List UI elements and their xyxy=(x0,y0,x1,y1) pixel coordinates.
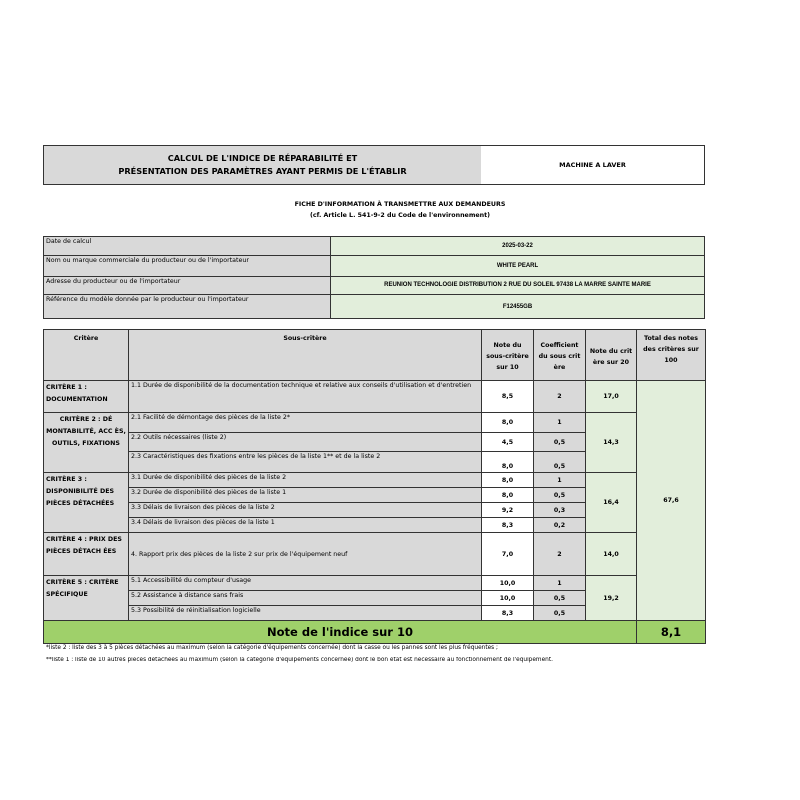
sub-criterion-coef: 0,5 xyxy=(534,591,586,606)
sub-criterion-coef: 0,5 xyxy=(534,452,586,473)
table-row xyxy=(44,381,706,413)
sub-criterion-label: 2.1 Facilité de démontage des pièces de la liste 2* xyxy=(129,413,482,433)
header-note-critere: Note du crit ère sur 20 xyxy=(586,330,637,381)
criterion-2-name: CRITÈRE 2 : DÉ MONTABILITÉ, ACC ÈS, OUTILS, FIXATIONS xyxy=(44,413,129,473)
subtitle-line-1: FICHE D'INFORMATION À TRANSMETTRE AUX DEMANDEURS xyxy=(294,201,506,208)
header-coef: Coefficient du sous crit ère xyxy=(534,330,586,381)
info-value: F12455GB xyxy=(331,295,705,319)
sub-criterion-label: 3.4 Délais de livraison des pièces de la liste 1 xyxy=(129,518,482,533)
sub-criterion-coef: 1 xyxy=(534,576,586,591)
product-type-label: MACHINE A LAVER xyxy=(559,161,626,169)
final-score-label: Note de l'indice sur 10 xyxy=(44,621,637,644)
title-line-2: PRÉSENTATION DES PARAMÈTRES AYANT PERMIS DE L'ÉTABLIR xyxy=(118,166,407,176)
total-score: 67,6 xyxy=(637,381,706,621)
sub-criterion-note: 8,0 xyxy=(482,473,534,488)
info-value: WHITE PEARL xyxy=(331,255,705,276)
sub-criterion-label: 2.3 Caractéristiques des fixations entre les pièces de la liste 1** et de la liste 2 xyxy=(129,452,482,473)
criterion-2-score: 14,3 xyxy=(586,413,637,473)
sub-criterion-label: 5.1 Accessibilité du compteur d'usage xyxy=(129,576,482,591)
sub-criterion-note: 8,0 xyxy=(482,488,534,503)
criterion-3-score: 16,4 xyxy=(586,473,637,533)
header-note: Note du sous-critère sur 10 xyxy=(482,330,534,381)
title-line-1: CALCUL DE L'INDICE DE RÉPARABILITÉ ET xyxy=(167,153,358,163)
info-label: Référence du modèle donnée par le producteur ou l'importateur xyxy=(44,295,331,319)
info-row-address xyxy=(44,276,705,295)
table-header-row xyxy=(44,330,706,381)
document-title xyxy=(43,145,482,185)
info-row-brand xyxy=(44,255,705,276)
info-value: REUNION TECHNOLOGIE DISTRIBUTION 2 RUE DU SOLEIL 97438 LA MARRE SAINTE MARIE xyxy=(331,276,705,295)
info-row-model xyxy=(44,295,705,319)
sub-criterion-note: 8,3 xyxy=(482,606,534,621)
sub-criterion-note: 9,2 xyxy=(482,503,534,518)
sub-criterion-note: 10,0 xyxy=(482,576,534,591)
sub-criterion-note: 8,0 xyxy=(482,452,534,473)
subtitle-line-2-text: (cf. Article L. 541-9-2 du Code de l'environnement) xyxy=(309,212,491,219)
criterion-4-score: 14,0 xyxy=(586,533,637,576)
sub-criterion-label: 3.2 Durée de disponibilité des pièces de la liste 1 xyxy=(129,488,482,503)
sub-criterion-label: 3.3 Délais de livraison des pièces de la liste 2 xyxy=(129,503,482,518)
info-table xyxy=(43,236,705,319)
info-label: Adresse du producteur ou de l'importateur xyxy=(44,276,331,295)
sub-criterion-coef: 1 xyxy=(534,413,586,433)
info-label: Date de calcul xyxy=(44,237,331,256)
info-value: 2025-03-22 xyxy=(331,237,705,256)
footnote-liste-2: *liste 2 : liste des 3 à 5 pièces détachées au maximum (selon la catégorie d'équipements concernée) dont la casse ou les pannes sont les plus fréquentes ; xyxy=(46,645,498,651)
sub-criterion-note: 4,5 xyxy=(482,433,534,452)
product-type xyxy=(481,145,705,185)
final-score-value: 8,1 xyxy=(637,621,706,644)
subtitle-line-2 xyxy=(0,212,800,219)
criterion-1-score: 17,0 xyxy=(586,381,637,413)
criterion-5-name: CRITÈRE 5 : CRITÈRE SPÉCIFIQUE xyxy=(44,576,129,621)
header-total: Total des notes des critères sur 100 xyxy=(637,330,706,381)
sub-criterion-coef: 2 xyxy=(534,381,586,413)
table-row xyxy=(44,533,706,576)
table-row xyxy=(44,576,706,591)
sub-criterion-coef: 0,2 xyxy=(534,518,586,533)
sub-criterion-label: 3.1 Durée de disponibilité des pièces de la liste 2 xyxy=(129,473,482,488)
sub-criterion-note: 8,5 xyxy=(482,381,534,413)
sub-criterion-label: 5.2 Assistance à distance sans frais xyxy=(129,591,482,606)
criterion-1-name: CRITÈRE 1 : DOCUMENTATION xyxy=(44,381,129,413)
sub-criterion-coef: 2 xyxy=(534,533,586,576)
table-row xyxy=(44,473,706,488)
sub-criterion-coef: 0,5 xyxy=(534,488,586,503)
final-score-row xyxy=(44,621,706,644)
sub-criterion-coef: 0,5 xyxy=(534,433,586,452)
header-critere: Critère xyxy=(44,330,129,381)
sub-criterion-note: 10,0 xyxy=(482,591,534,606)
criterion-4-name: CRITÈRE 4 : PRIX DES PIÈCES DÉTACH ÉES xyxy=(44,533,129,576)
criterion-3-name: CRITÈRE 3 : DISPONIBILITÉ DES PIÈCES DÉTACHÉES xyxy=(44,473,129,533)
sub-criterion-coef: 1 xyxy=(534,473,586,488)
sub-criterion-label: 1.1 Durée de disponibilité de la documentation technique et relative aux conseils d'utilisation et d'entretien xyxy=(129,381,482,413)
footnote-liste-1: **liste 1 : liste de 10 autres pièces détachées au maximum (selon la catégorie d'équipements concernée) dont le bon état est nécessaire au fonctionnement de l'équipement. xyxy=(46,657,553,663)
info-row-date xyxy=(44,237,705,256)
sub-criterion-coef: 0,5 xyxy=(534,606,586,621)
sub-criterion-note: 7,0 xyxy=(482,533,534,576)
info-label: Nom ou marque commerciale du producteur ou de l'importateur xyxy=(44,255,331,276)
sub-criterion-label: 5.3 Possibilité de réinitialisation logicielle xyxy=(129,606,482,621)
score-table xyxy=(43,329,706,644)
sub-criterion-label: 2.2 Outils nécessaires (liste 2) xyxy=(129,433,482,452)
criterion-5-score: 19,2 xyxy=(586,576,637,621)
table-row xyxy=(44,413,706,433)
sub-criterion-coef: 0,3 xyxy=(534,503,586,518)
sub-criterion-note: 8,3 xyxy=(482,518,534,533)
header-sous-critere: Sous-critère xyxy=(129,330,482,381)
sub-criterion-label: 4. Rapport prix des pièces de la liste 2 sur prix de l'équipement neuf xyxy=(129,533,482,576)
sub-criterion-note: 8,0 xyxy=(482,413,534,433)
